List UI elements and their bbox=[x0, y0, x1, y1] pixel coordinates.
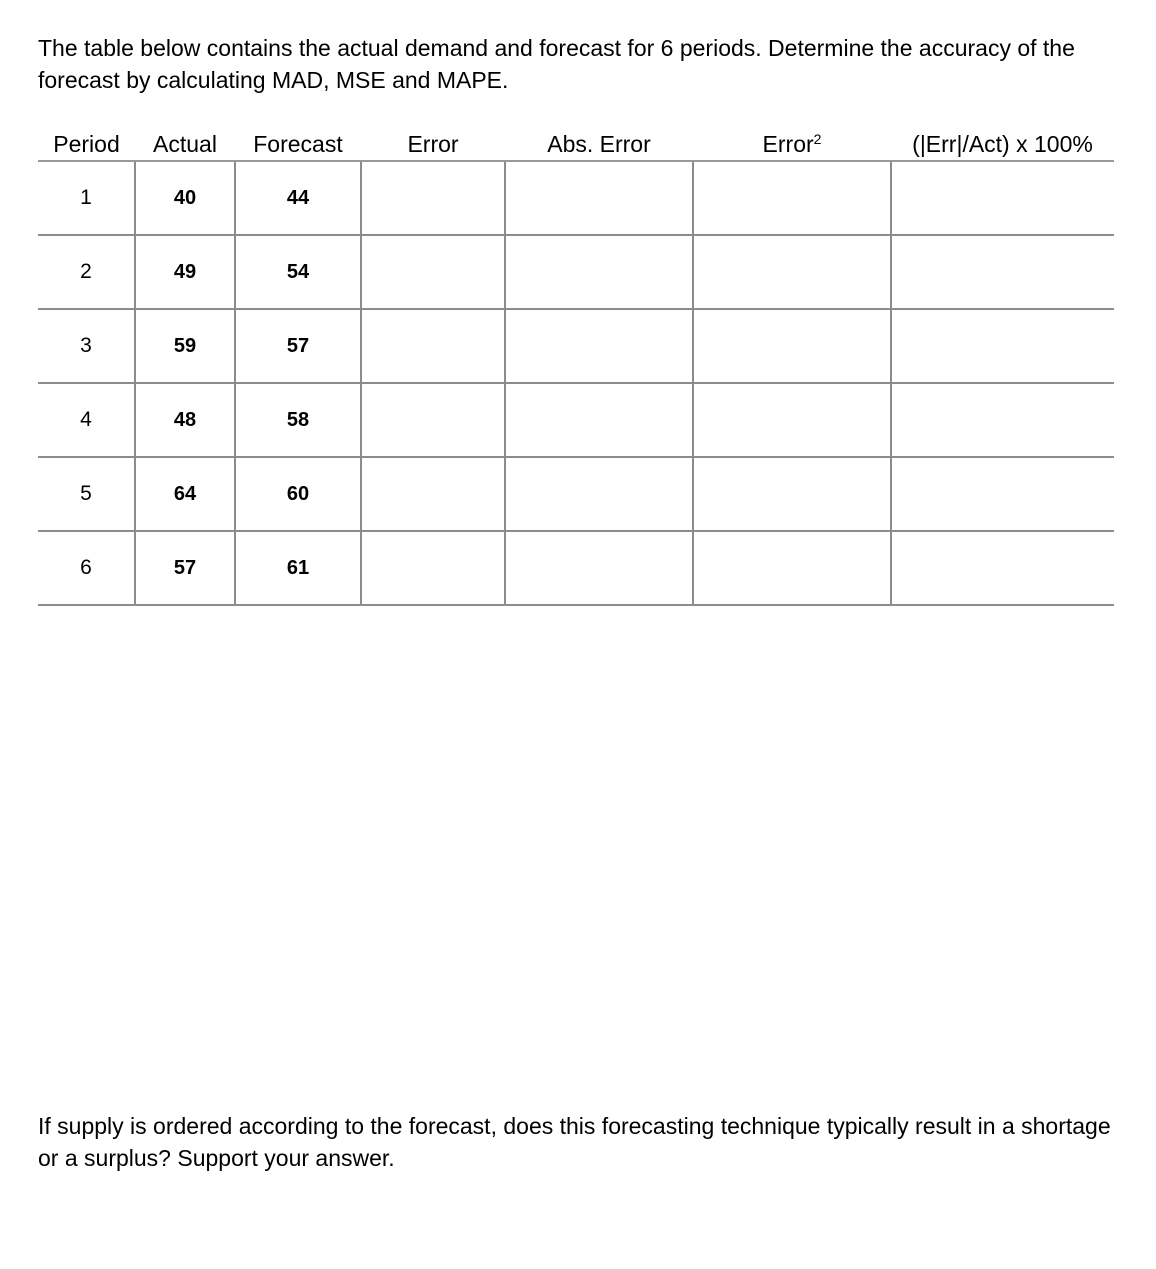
period-cell: 3 bbox=[38, 309, 135, 383]
percent-error-cell bbox=[891, 531, 1114, 605]
error-cell bbox=[361, 309, 505, 383]
intro-text: The table below contains the actual demand and forecast for 6 periods. Determine the accuracy of the forecast by calculating MAD, MSE and MAPE. bbox=[38, 35, 1075, 93]
error-squared-cell bbox=[693, 383, 891, 457]
table-row bbox=[38, 383, 1114, 457]
error-cell bbox=[361, 457, 505, 531]
forecast-cell: 57 bbox=[235, 309, 361, 383]
table-row bbox=[38, 161, 1114, 235]
abs-error-cell bbox=[505, 383, 693, 457]
forecast-table-container bbox=[38, 125, 1114, 606]
header-abs-error: Abs. Error bbox=[505, 125, 693, 161]
error-squared-cell bbox=[693, 309, 891, 383]
forecast-cell: 60 bbox=[235, 457, 361, 531]
actual-cell: 57 bbox=[135, 531, 235, 605]
header-period: Period bbox=[38, 125, 135, 161]
table-row bbox=[38, 235, 1114, 309]
forecast-cell: 61 bbox=[235, 531, 361, 605]
abs-error-cell bbox=[505, 235, 693, 309]
header-error: Error bbox=[361, 125, 505, 161]
header-row bbox=[38, 125, 1114, 161]
header-error-squared-label: Error bbox=[762, 131, 814, 157]
forecast-cell: 54 bbox=[235, 235, 361, 309]
error-squared-cell bbox=[693, 235, 891, 309]
error-cell bbox=[361, 383, 505, 457]
actual-cell: 40 bbox=[135, 161, 235, 235]
abs-error-cell bbox=[505, 161, 693, 235]
period-cell: 6 bbox=[38, 531, 135, 605]
actual-cell: 64 bbox=[135, 457, 235, 531]
error-squared-cell bbox=[693, 161, 891, 235]
percent-error-cell bbox=[891, 383, 1114, 457]
actual-cell: 59 bbox=[135, 309, 235, 383]
header-error-squared bbox=[693, 125, 891, 161]
forecast-cell: 44 bbox=[235, 161, 361, 235]
period-cell: 4 bbox=[38, 383, 135, 457]
question-text: If supply is ordered according to the forecast, does this forecasting technique typically result in a shortage or a surplus? Support your answer. bbox=[38, 1113, 1111, 1171]
error-cell bbox=[361, 161, 505, 235]
actual-cell: 49 bbox=[135, 235, 235, 309]
table-row bbox=[38, 457, 1114, 531]
actual-cell: 48 bbox=[135, 383, 235, 457]
forecast-table bbox=[38, 125, 1114, 606]
error-squared-cell bbox=[693, 531, 891, 605]
error-cell bbox=[361, 235, 505, 309]
error-squared-cell bbox=[693, 457, 891, 531]
forecast-cell: 58 bbox=[235, 383, 361, 457]
percent-error-cell bbox=[891, 235, 1114, 309]
table-row bbox=[38, 309, 1114, 383]
percent-error-cell bbox=[891, 161, 1114, 235]
header-error-squared-exponent: 2 bbox=[813, 131, 822, 147]
period-cell: 2 bbox=[38, 235, 135, 309]
abs-error-cell bbox=[505, 309, 693, 383]
abs-error-cell bbox=[505, 457, 693, 531]
table-row bbox=[38, 531, 1114, 605]
error-cell bbox=[361, 531, 505, 605]
abs-error-cell bbox=[505, 531, 693, 605]
percent-error-cell bbox=[891, 457, 1114, 531]
header-actual: Actual bbox=[135, 125, 235, 161]
percent-error-cell bbox=[891, 309, 1114, 383]
header-forecast: Forecast bbox=[235, 125, 361, 161]
period-cell: 1 bbox=[38, 161, 135, 235]
period-cell: 5 bbox=[38, 457, 135, 531]
header-percent-error: (|Err|/Act) x 100% bbox=[891, 125, 1114, 161]
